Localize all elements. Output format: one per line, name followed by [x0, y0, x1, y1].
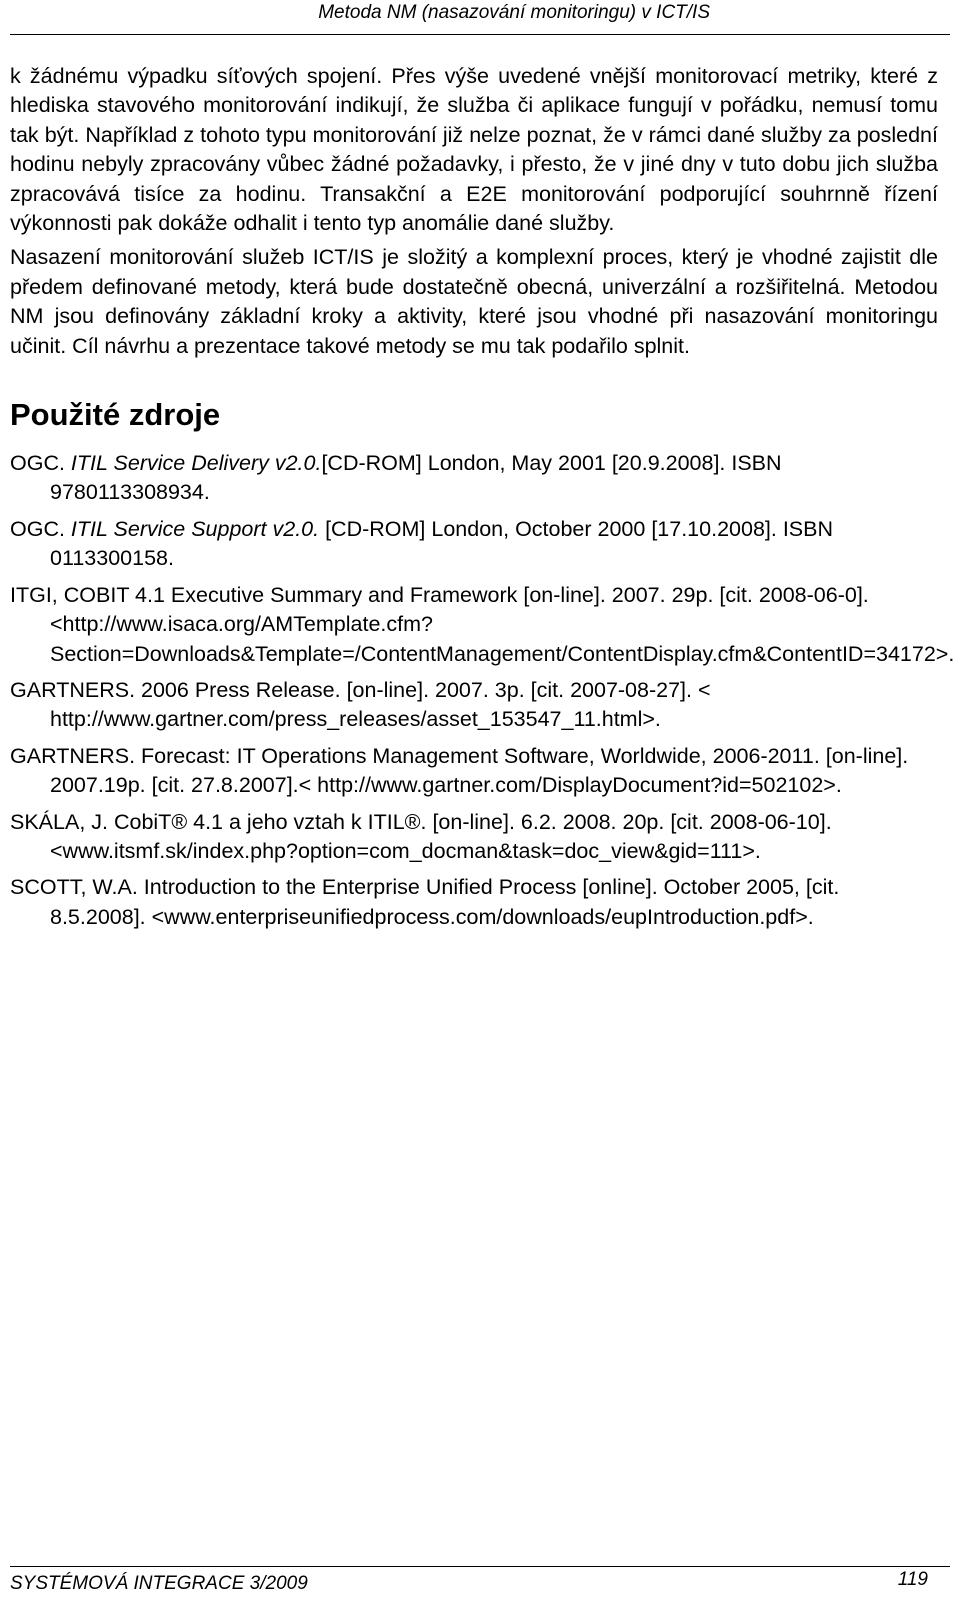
reference-item: GARTNERS. 2006 Press Release. [on-line]. 2007. 3p. [cit. 2007-08-27]. < http://www.gartner.com/press_releases/asset_153547_11.html>.	[10, 677, 711, 732]
references-heading: Použité zdroje	[10, 397, 221, 433]
running-title: Metoda NM (nasazování monitoringu) v ICT/IS	[318, 2, 710, 23]
reference-item: OGC. ITIL Service Delivery v2.0.[CD-ROM] London, May 2001 [20.9.2008]. ISBN 9780113308934.	[10, 451, 782, 505]
reference-item: GARTNERS. Forecast: IT Operations Management Software, Worldwide, 2006-2011. [on-line]. 2007.19p. [cit. 27.8.2007].< http://www.gartner.com/DisplayDocument?id=502102>.	[10, 743, 909, 798]
page-number: 119	[897, 1569, 928, 1590]
running-header	[10, 0, 950, 35]
body-paragraph-1: k žádnému výpadku síťových spojení. Přes výše uvedené vnější monitorovací metriky, které z hlediska stavového monitorování indikují, že služba či aplikace fungují v pořádku, nemusí tomu tak být. Například z tohoto typu monitorování již nelze poznat, že v rámci dané služby za poslední hodinu nebyly zpracovány vůbec žádné požadavky, i přesto, že v jiné dny v tuto dobu jich služba zpracovává tisíce za hodinu. Transakční a E2E monitorování podporující souhrnně řízení výkonnosti pak dokáže odhalit i tento typ anomálie dané služby.	[10, 64, 938, 236]
page-content	[10, 62, 955, 939]
reference-item: SKÁLA, J. CobiT® 4.1 a jeho vztah k ITIL®. [on-line]. 6.2. 2008. 20p. [cit. 2008-06-10]. <www.itsmf.sk/index.php?option=com_docman&task=doc_view&gid=111>.	[10, 809, 832, 863]
page-footer	[10, 1566, 950, 1594]
reference-item: ITGI, COBIT 4.1 Executive Summary and Framework [on-line]. 2007. 29p. [cit. 2008-06-0]. <http://www.isaca.org/AMTemplate.cfm?Section=Downloads&Template=/ContentManagement/ContentDisplay.cfm&ContentID=34172>.	[10, 582, 955, 666]
reference-item: SCOTT, W.A. Introduction to the Enterprise Unified Process [online]. October 2005, [cit. 8.5.2008]. <www.enterpriseunifiedprocess.com/downloads/eupIntroduction.pdf>.	[10, 875, 840, 929]
body-paragraph-2: Nasazení monitorování služeb ICT/IS je složitý a komplexní proces, který je vhodné zajistit dle předem definované metody, která bude dostatečně obecná, univerzální a rozšiřitelná. Metodou NM jsou definovány základní kroky a aktivity, které jsou vhodné při nasazování monitoringu učinit. Cíl návrhu a prezentace takové metody se mu tak podařilo splnit.	[10, 245, 938, 358]
reference-list	[10, 449, 955, 932]
journal-name: SYSTÉMOVÁ INTEGRACE 3/2009	[10, 1573, 308, 1594]
reference-item: OGC. ITIL Service Support v2.0. [CD-ROM] London, October 2000 [17.10.2008]. ISBN 0113300158.	[10, 516, 833, 571]
